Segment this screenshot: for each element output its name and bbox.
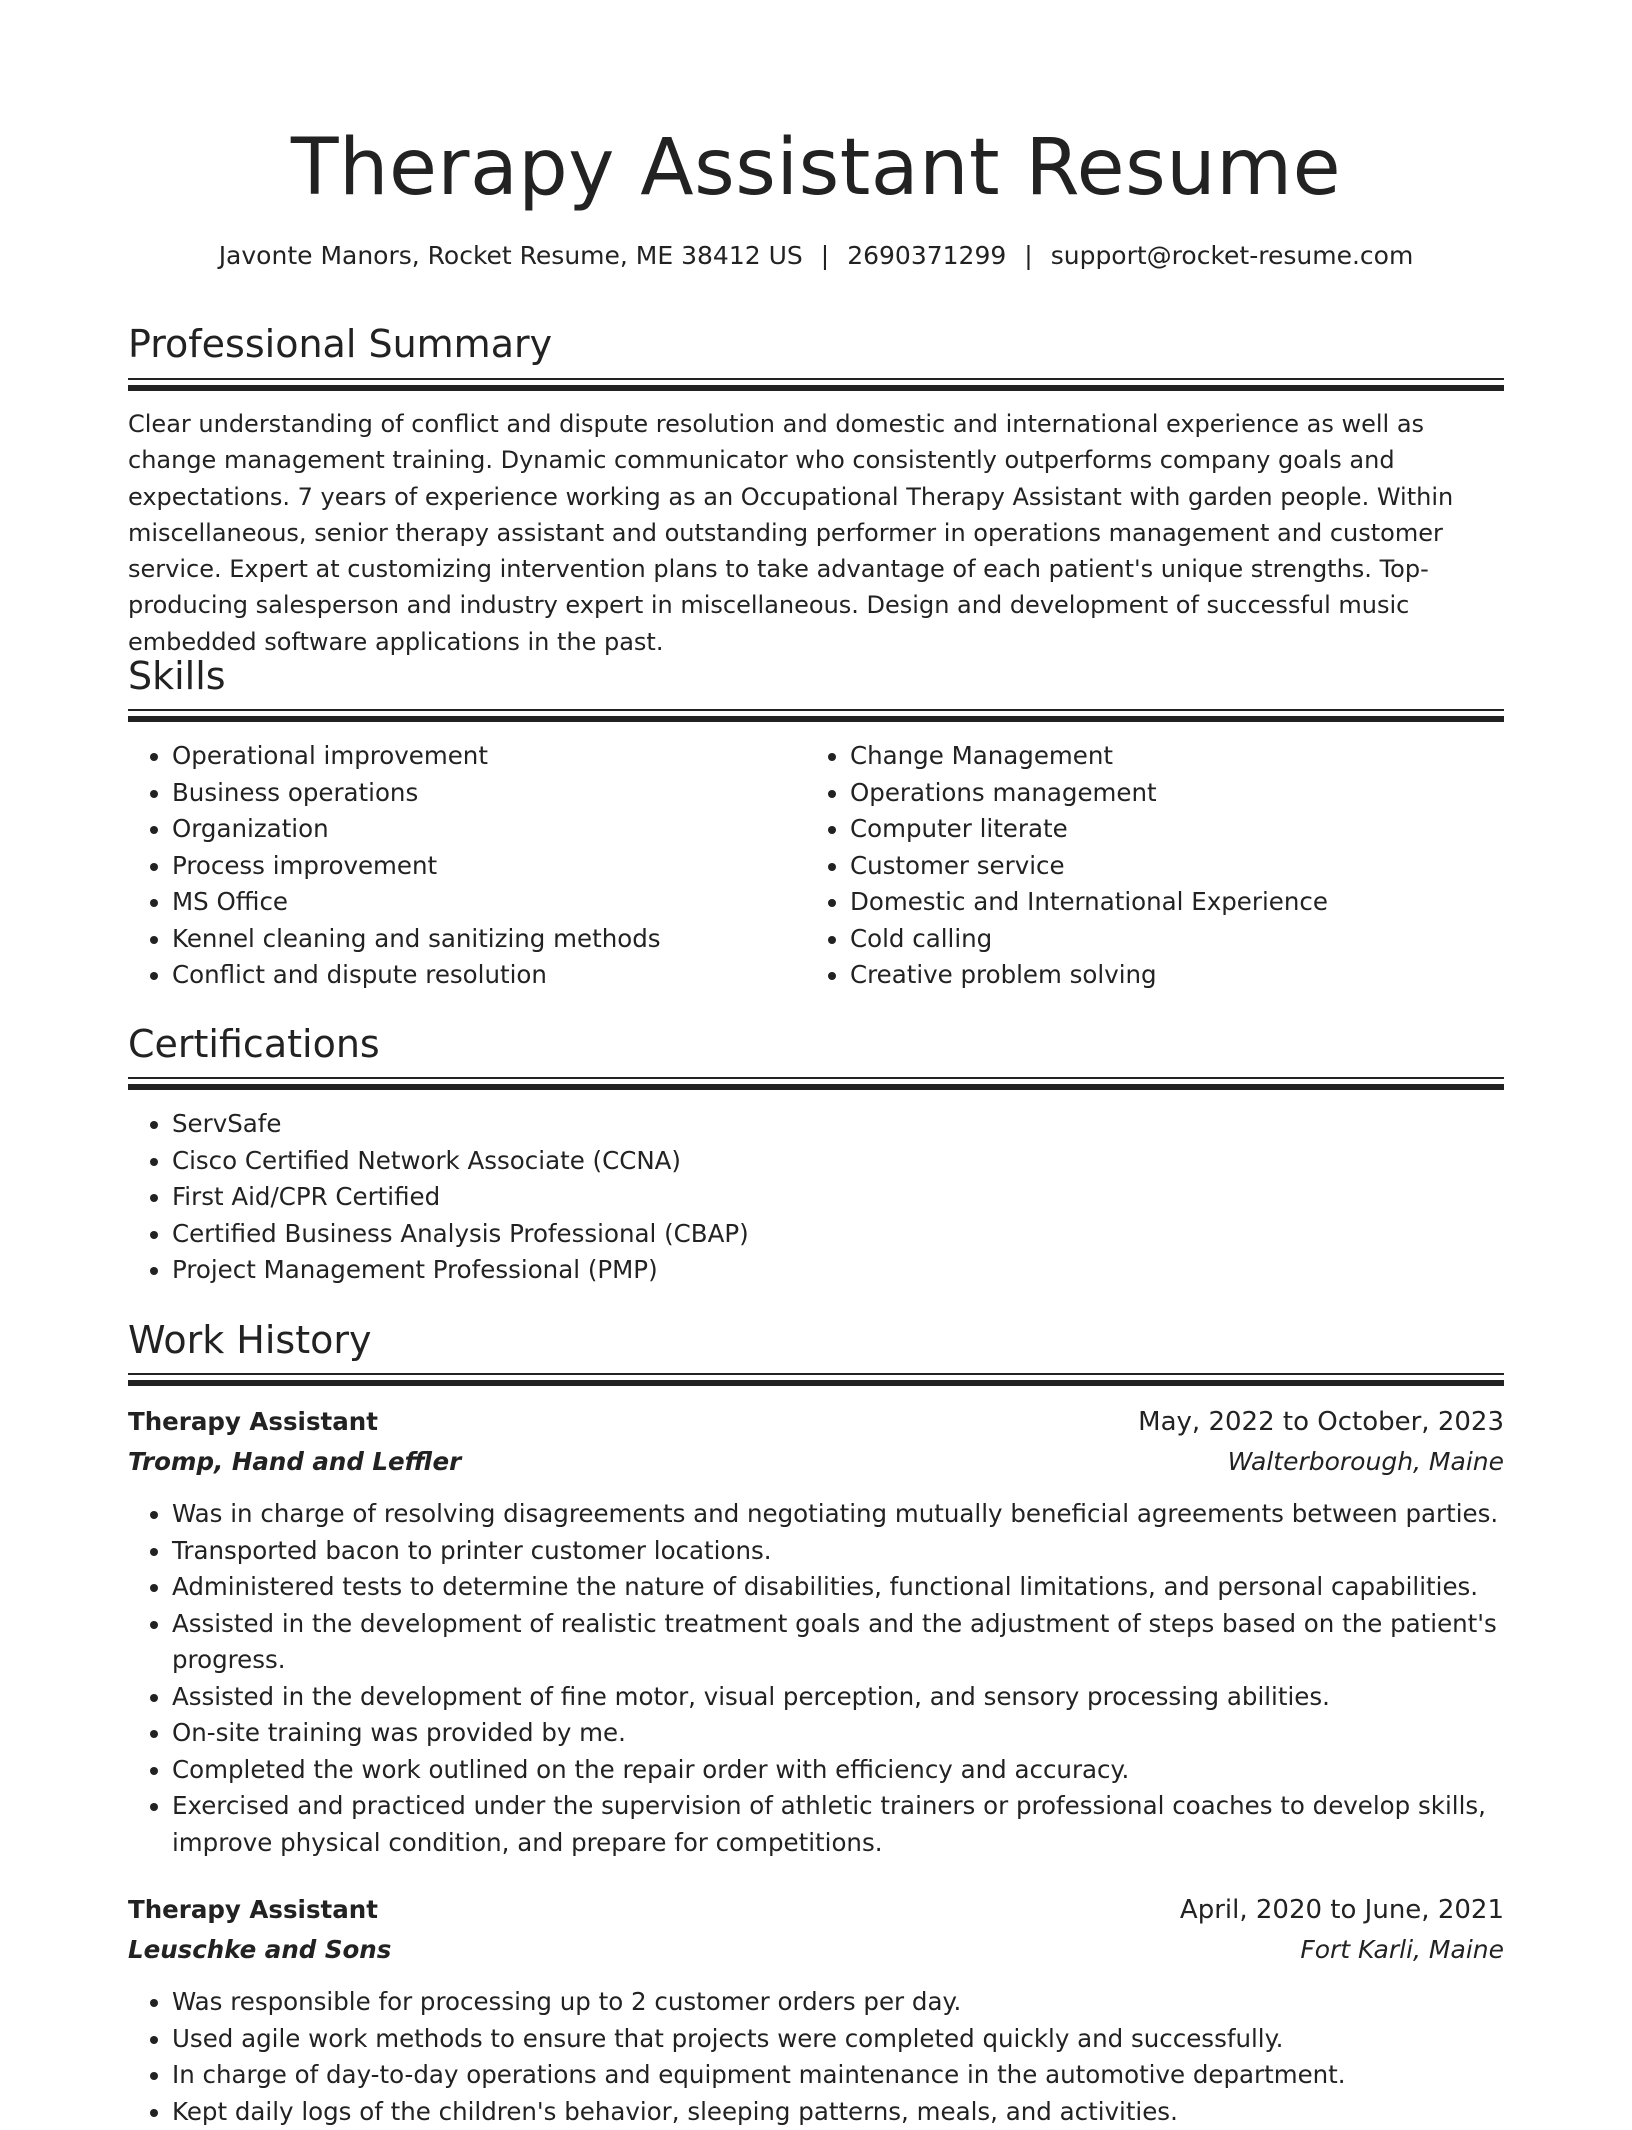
job-dates: May, 2022 to October, 2023: [1138, 1402, 1504, 1442]
job-subheader: [128, 1442, 1504, 1482]
job-company: Tromp, Hand and Leffler: [128, 1442, 461, 1482]
skill-item: • Kennel cleaning and sanitizing methods: [172, 921, 802, 958]
summary-heading: Professional Summary: [128, 319, 1504, 369]
job-bullets: [128, 1496, 1548, 1861]
skills-list-right: [806, 738, 1540, 994]
job-bullet: • On-site training was provided by me.: [172, 1715, 1548, 1752]
contact-line: [128, 238, 1504, 274]
skill-item: • Business operations: [172, 775, 802, 812]
skill-item: • Customer service: [850, 848, 1540, 885]
job-bullet: • Completed the work outlined on the repair order with efficiency and accuracy.: [172, 1752, 1548, 1789]
skill-item: • Organization: [172, 811, 802, 848]
job-bullet: • Exercised and practiced under the supervision of athletic trainers or professional coaches to develop skills, improve physical condition, and prepare for competitions.: [172, 1788, 1548, 1861]
certification-item: • First Aid/CPR Certified: [172, 1179, 1548, 1216]
section-rule: [128, 385, 1504, 391]
skill-item: • Creative problem solving: [850, 957, 1540, 994]
job-title: Therapy Assistant: [128, 1402, 378, 1442]
section-rule: [128, 1084, 1504, 1090]
job-company: Leuschke and Sons: [128, 1930, 391, 1970]
work-history-heading: Work History: [128, 1315, 1504, 1365]
job-bullet: • Assisted in the development of realistic treatment goals and the adjustment of steps based on the patient's progress.: [172, 1606, 1548, 1679]
job-bullet: • Was in charge of resolving disagreements and negotiating mutually beneficial agreements between parties.: [172, 1496, 1548, 1533]
job-bullet: • Was responsible for processing up to 2 customer orders per day.: [172, 1984, 1548, 2021]
job-bullet: • Kept daily logs of the children's behavior, sleeping patterns, meals, and activities.: [172, 2094, 1548, 2130]
certification-item: • Cisco Certified Network Associate (CCNA): [172, 1143, 1548, 1180]
skill-item: • Change Management: [850, 738, 1540, 775]
certification-item: • ServSafe: [172, 1106, 1548, 1143]
contact-email[interactable]: support@rocket-resume.com: [1051, 241, 1414, 270]
job-dates: April, 2020 to June, 2021: [1180, 1890, 1504, 1930]
skills-list-left: [128, 738, 802, 994]
certification-item: • Project Management Professional (PMP): [172, 1252, 1548, 1289]
skill-item: • Computer literate: [850, 811, 1540, 848]
contact-separator: |: [1024, 241, 1032, 270]
page-title: Therapy Assistant Resume: [128, 118, 1504, 218]
certifications-list: [128, 1106, 1548, 1289]
job-location: Fort Karli, Maine: [1300, 1930, 1504, 1970]
job-subheader: [128, 1930, 1504, 1970]
job-bullet: • Assisted in the development of fine motor, visual perception, and sensory processing abilities.: [172, 1679, 1548, 1716]
skill-item: • Operations management: [850, 775, 1540, 812]
certifications-heading-block: [128, 1019, 1504, 1069]
certification-item: • Certified Business Analysis Professional (CBAP): [172, 1216, 1548, 1253]
skills-heading: Skills: [128, 651, 1504, 701]
contact-separator: |: [821, 241, 829, 270]
job-header: [128, 1890, 1504, 1930]
section-rule: [128, 709, 1504, 711]
skill-item: • Domestic and International Experience: [850, 884, 1540, 921]
skill-item: • MS Office: [172, 884, 802, 921]
job-bullet: • Transported bacon to printer customer locations.: [172, 1533, 1548, 1570]
section-rule: [128, 1077, 1504, 1079]
job-header: [128, 1402, 1504, 1442]
job-bullets: [128, 1984, 1548, 2130]
skill-item: • Process improvement: [172, 848, 802, 885]
work-history-heading-block: [128, 1315, 1504, 1365]
skill-item: • Operational improvement: [172, 738, 802, 775]
summary-text: Clear understanding of conflict and dispute resolution and domestic and international experience as well as change management training. Dynamic communicator who consistently outperforms company goals and expectations. 7 years of experience working as an Occupational Therapy Assistant with garden people. Within miscellaneous, senior therapy assistant and outstanding performer in operations management and customer service. Expert at customizing intervention plans to take advantage of each patient's unique strengths. Top-producing salesperson and industry expert in miscellaneous. Design and development of successful music embedded software applications in the past.: [128, 406, 1504, 660]
job-bullet: • Administered tests to determine the nature of disabilities, functional limitations, and personal capabilities.: [172, 1569, 1548, 1606]
certifications-heading: Certifications: [128, 1019, 1504, 1069]
summary-heading-block: [128, 319, 1504, 369]
job-bullet: • In charge of day-to-day operations and equipment maintenance in the automotive department.: [172, 2057, 1548, 2094]
section-rule: [128, 716, 1504, 722]
skill-item: • Conflict and dispute resolution: [172, 957, 802, 994]
job-title: Therapy Assistant: [128, 1890, 378, 1930]
skill-item: • Cold calling: [850, 921, 1540, 958]
skills-heading-block: [128, 651, 1504, 701]
job-bullet: • Used agile work methods to ensure that projects were completed quickly and successfully.: [172, 2021, 1548, 2058]
job-location: Walterborough, Maine: [1228, 1442, 1504, 1482]
contact-phone: 2690371299: [847, 241, 1006, 270]
section-rule: [128, 378, 1504, 380]
section-rule: [128, 1380, 1504, 1386]
section-rule: [128, 1373, 1504, 1375]
contact-address: Javonte Manors, Rocket Resume, ME 38412 US: [219, 241, 803, 270]
